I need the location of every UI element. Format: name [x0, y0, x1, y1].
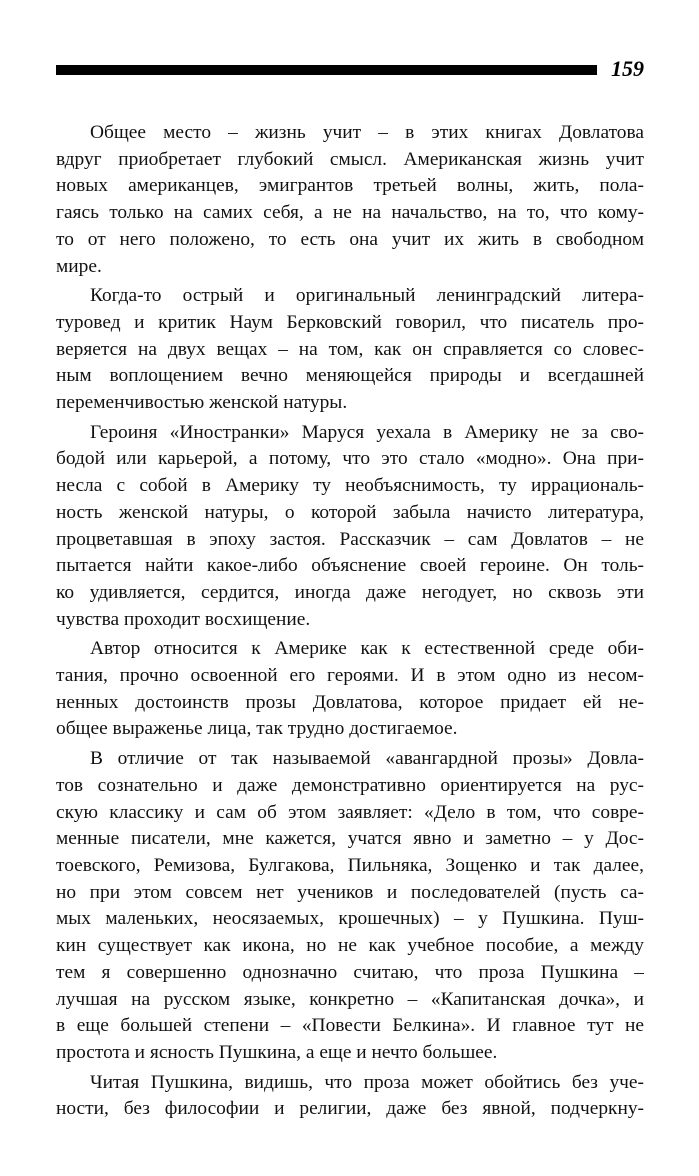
- text-line: чувства проходит восхищение.: [56, 608, 311, 630]
- text-line: ненных достоинств прозы Довлатова, которое придает ей не-: [56, 691, 644, 713]
- text-line: новых американцев, эмигрантов третьей волны, жить, пола-: [56, 175, 644, 197]
- text-line: тания, прочно освоенной его героями. И в этом одно из несом-: [56, 665, 644, 687]
- paragraph: [56, 636, 644, 743]
- text-line: простота и ясность Пушкина, а еще и нечто большее.: [56, 1041, 498, 1063]
- text-line: веряется на двух вещах – на том, как он справляется со словес-: [56, 338, 644, 360]
- text-line: общее выраженье лица, так трудно достигаемое.: [56, 718, 458, 740]
- paragraph: [56, 283, 644, 417]
- text-line: Героиня «Иностранки» Маруся уехала в Америку не за сво-: [90, 421, 644, 443]
- text-line: ность женской натуры, о которой забыла начисто литература,: [56, 501, 644, 523]
- text-line: В отличие от так называемой «авангардной прозы» Довла-: [90, 748, 644, 770]
- header-rule: [56, 65, 597, 75]
- text-line: процветавшая в эпоху застоя. Рассказчик – сам Довлатов – не: [56, 528, 644, 550]
- text-line: лучшая на русском языке, конкретно – «Капитанская дочка», и: [56, 988, 644, 1010]
- text-line: тов сознательно и даже демонстративно ориентируется на рус-: [56, 774, 644, 796]
- text-line: кин существует как икона, но не как учебное пособие, а между: [56, 935, 644, 957]
- text-body: [56, 120, 644, 1126]
- text-line: Общее место – жизнь учит – в этих книгах Довлатова: [90, 122, 644, 143]
- text-line: мых маленьких, неосязаемых, крошечных) – у Пушкина. Пуш-: [56, 908, 644, 930]
- text-line: переменчивостью женской натуры.: [56, 392, 348, 414]
- text-line: в еще большей степени – «Повести Белкина». И главное тут не: [56, 1015, 644, 1037]
- text-line: скую классику и сам об этом заявляет: «Дело в том, что совре-: [56, 801, 644, 823]
- text-line: то от него положено, то есть она учит их жить в свободном: [56, 228, 644, 250]
- text-line: бодой или карьерой, а потому, что это стало «модно». Она при-: [56, 448, 644, 470]
- text-line: менные писатели, мне кажется, учатся явно и заметно – у Дос-: [56, 828, 644, 850]
- text-line: мире.: [56, 255, 102, 277]
- text-line: гаясь только на самих себя, а не на начальство, на то, что кому-: [56, 202, 644, 224]
- text-line: ным воплощением вечно меняющейся природы и всегдашней: [56, 365, 644, 387]
- text-line: пытается найти какое-либо объяснение своей героине. Он толь-: [56, 555, 644, 577]
- text-line: несла с собой в Америку ту необъяснимость, ту иррациональ-: [56, 475, 644, 497]
- text-line: тем я совершенно однозначно считаю, что проза Пушкина –: [56, 961, 644, 983]
- paragraph: [56, 1070, 644, 1123]
- paragraph: [56, 746, 644, 1066]
- text-line: тоевского, Ремизова, Булгакова, Пильняка, Зощенко и так далее,: [56, 854, 644, 876]
- text-line: но при этом совсем нет учеников и последователей (пусть са-: [56, 881, 644, 903]
- page-header: [56, 56, 646, 82]
- text-line: туровед и критик Наум Берковский говорил, что писатель про-: [56, 311, 644, 333]
- text-line: Автор относится к Америке как к естественной среде оби-: [90, 638, 644, 660]
- paragraph: [56, 120, 644, 280]
- text-line: Когда-то острый и оригинальный ленинградский литера-: [90, 285, 644, 307]
- text-line: ности, без философии и религии, даже без явной, подчеркну-: [56, 1098, 644, 1120]
- page-number: 159: [611, 56, 644, 81]
- text-line: вдруг приобретает глубокий смысл. Американская жизнь учит: [56, 148, 644, 170]
- text-line: ко удивляется, сердится, иногда даже негодует, но сквозь эти: [56, 581, 644, 603]
- text-line: Читая Пушкина, видишь, что проза может обойтись без уче-: [90, 1071, 644, 1093]
- paragraph: [56, 420, 644, 634]
